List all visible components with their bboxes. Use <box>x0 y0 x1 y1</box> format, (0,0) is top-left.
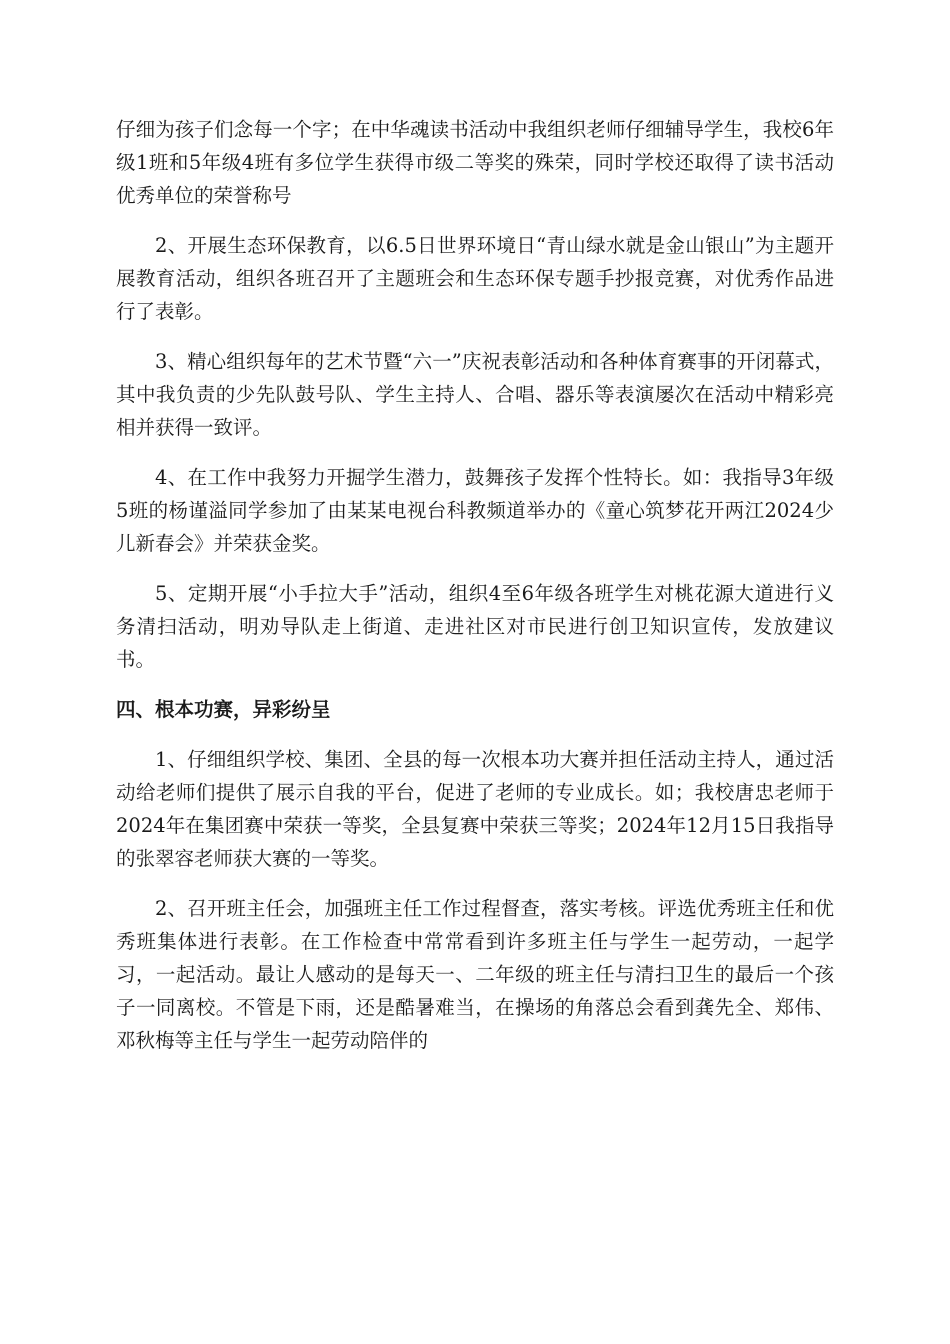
paragraph-eco-education: 2、开展生态环保教育，以6.5日世界环境日“青山绿水就是金山银山”为主题开展教育活动，组织各班召开了主题班会和生态环保专题手抄报竞赛，对优秀作品进行了表彰。 <box>116 234 834 323</box>
paragraph-head-teacher-meeting: 2、召开班主任会，加强班主任工作过程督查，落实考核。评选优秀班主任和优秀班集体进行表彰。在工作检查中常常看到许多班主任与学生一起劳动，一起学习，一起活动。最让人感动的是每天一、二年级的班主任与清扫卫生的最后一个孩子一同离校。不管是下雨，还是酷暑难当，在操场的角落总会看到龚先全、郑伟、邓秋梅等主任与学生一起劳动陪伴的 <box>116 897 834 1052</box>
paragraph-continued: 仔细为孩子们念每一个字；在中华魂读书活动中我组织老师仔细辅导学生，我校6年级1班和5年级4班有多位学生获得市级二等奖的殊荣，同时学校还取得了读书活动优秀单位的荣誉称号 <box>116 118 834 207</box>
section-heading: 四、根本功赛，异彩纷呈 <box>116 698 331 721</box>
paragraph-skills-contest: 1、仔细组织学校、集团、全县的每一次根本功大赛并担任活动主持人，通过活动给老师们提供了展示自我的平台，促进了老师的专业成长。如；我校唐忠老师于2024年在集团赛中荣获一等奖，全县复赛中荣获三等奖；2024年12月15日我指导的张翠容老师获大赛的一等奖。 <box>116 748 834 870</box>
paragraph-small-hands-activity: 5、定期开展“小手拉大手”活动，组织4至6年级各班学生对桃花源大道进行义务清扫活动，明劝导队走上街道、走进社区对市民进行创卫知识宣传，发放建议书。 <box>116 582 834 671</box>
document-body <box>116 113 834 1074</box>
paragraph-student-potential: 4、在工作中我努力开掘学生潜力，鼓舞孩子发挥个性特长。如：我指导3年级5班的杨谨溢同学参加了由某某电视台科教频道举办的《童心筑梦花开两江2024少儿新春会》并荣获金奖。 <box>116 466 834 555</box>
paragraph-art-festival: 3、精心组织每年的艺术节暨“六一”庆祝表彰活动和各种体育赛事的开闭幕式，其中我负责的少先队鼓号队、学生主持人、合唱、器乐等表演屡次在活动中精彩亮相并获得一致评。 <box>116 350 834 439</box>
